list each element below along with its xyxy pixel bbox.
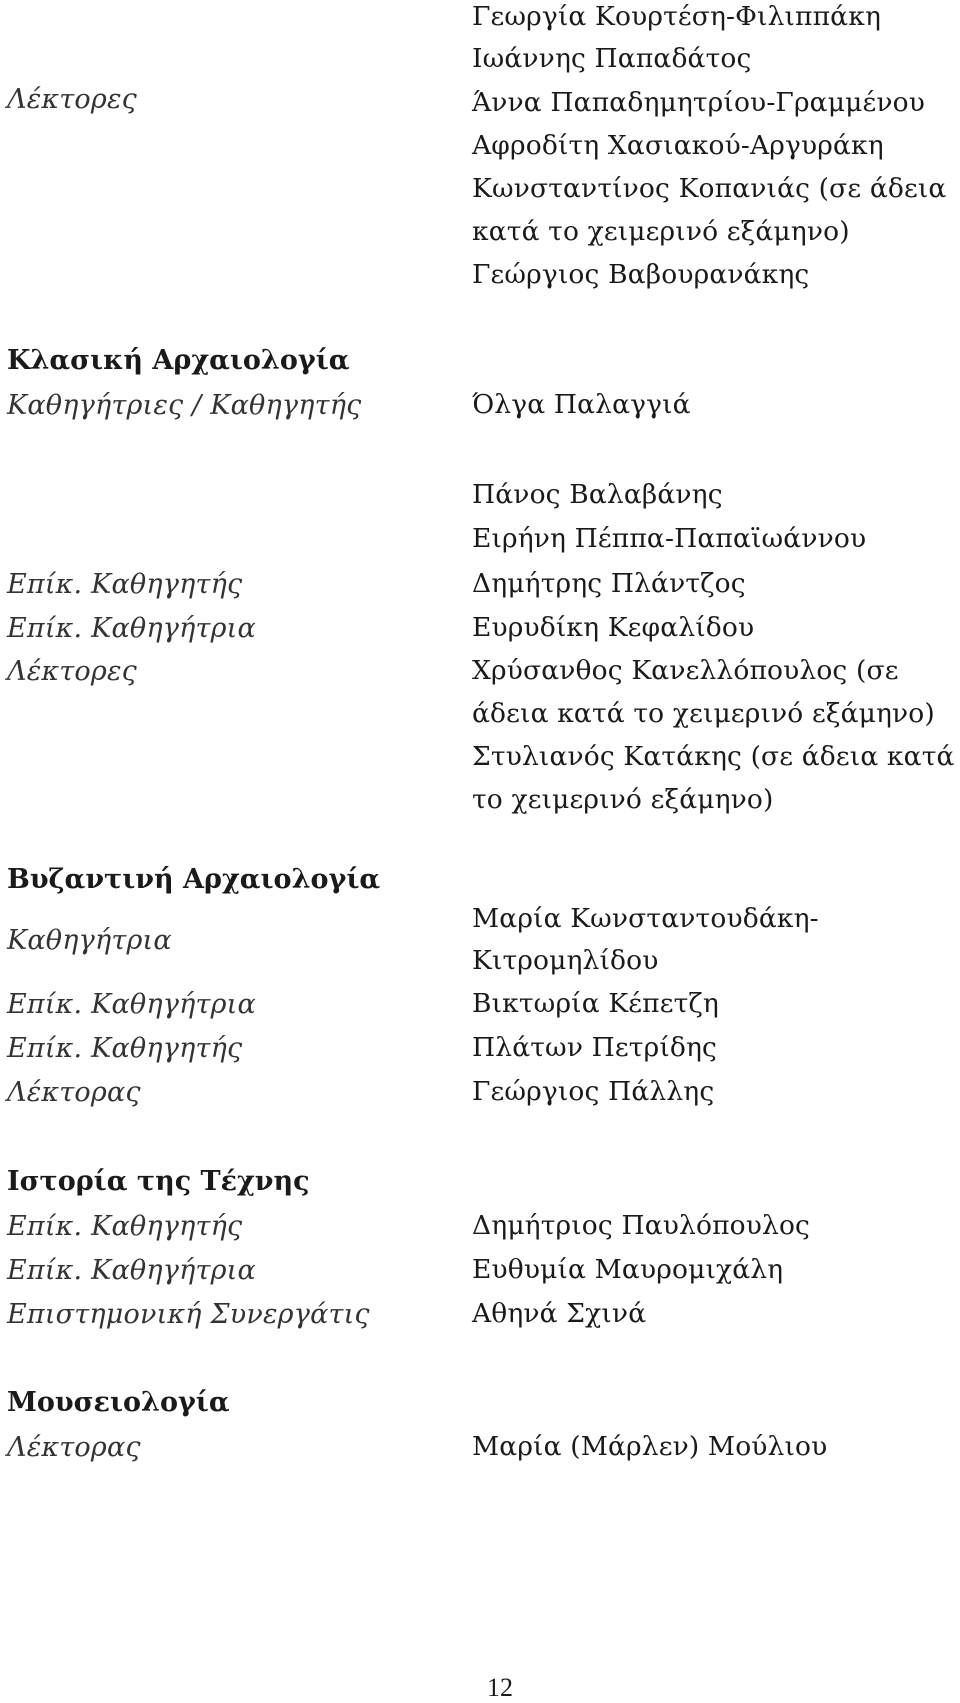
name-line: Αφροδίτη Χασιακού-Αργυράκη [472,130,884,161]
name-line: Μαρία Κωνσταντουδάκη- [472,903,819,934]
name-line: κατά το χειμερινό εξάμηνο) [472,216,850,247]
name-line: Στυλιανός Κατάκης (σε άδεια κατά [472,741,955,772]
name-line: Γεώργιος Πάλλης [472,1076,715,1107]
name-line: Όλγα Παλαγγιά [472,389,691,420]
name-line: Ειρήνη Πέππα-Παπαϊωάννου [472,523,867,554]
role-line: Επίκ. Καθηγητής [7,569,243,600]
name-line: Πλάτων Πετρίδης [472,1032,717,1063]
name-line: Βικτωρία Κέπετζη [472,988,719,1019]
name-line: Κωνσταντίνος Κοπανιάς (σε άδεια [472,173,947,204]
role-lecturers: Λέκτορες [7,84,137,115]
section-heading-byzantine-archaeology: Βυζαντινή Αρχαιολογία [7,864,381,895]
role-line: Επίκ. Καθηγητής [7,1211,243,1242]
name-line: Δημήτρης Πλάντζος [472,568,746,599]
name-line: Ευθυμία Μαυρομιχάλη [472,1254,784,1285]
name-line: άδεια κατά το χειμερινό εξάμηνο) [472,698,935,729]
role-line: Επιστημονική Συνεργάτις [7,1299,370,1330]
name-line: Άννα Παπαδημητρίου-Γραμμένου [472,87,925,118]
name-line: Πάνος Βαλαβάνης [472,479,723,510]
section-heading-art-history: Ιστορία της Τέχνης [7,1166,310,1197]
role-line: Επίκ. Καθηγήτρια [7,1255,256,1286]
name-line: Αθηνά Σχινά [472,1298,647,1329]
name-line: Κιτρομηλίδου [472,945,659,976]
name-line: Ιωάννης Παπαδάτος [472,43,752,74]
name-line: Μαρία (Μάρλεν) Μούλιου [472,1431,828,1462]
role-line: Επίκ. Καθηγήτρια [7,613,256,644]
section-heading-museology: Μουσειολογία [7,1387,230,1418]
role-lecturer: Λέκτορας [7,1432,141,1463]
page-number: 12 [487,1673,513,1702]
role-line: Επίκ. Καθηγητής [7,1033,243,1064]
name-line: Γεωργία Κουρτέση-Φιλιππάκη [472,1,881,32]
name-line: Δημήτριος Παυλόπουλος [472,1210,811,1241]
role-line: Καθηγήτρια [7,925,172,956]
name-line: Γεώργιος Βαβουρανάκης [472,259,810,290]
name-line: Ευρυδίκη Κεφαλίδου [472,612,755,643]
role-line: Λέκτορας [7,1077,141,1108]
role-line: Επίκ. Καθηγήτρια [7,989,256,1020]
role-professors: Καθηγήτριες / Καθηγητής [7,390,362,421]
name-line: το χειμερινό εξάμηνο) [472,784,774,815]
name-line: Χρύσανθος Κανελλόπουλος (σε [472,655,899,686]
role-line: Λέκτορες [7,656,137,687]
section-heading-classical-archaeology: Κλασική Αρχαιολογία [7,345,350,376]
